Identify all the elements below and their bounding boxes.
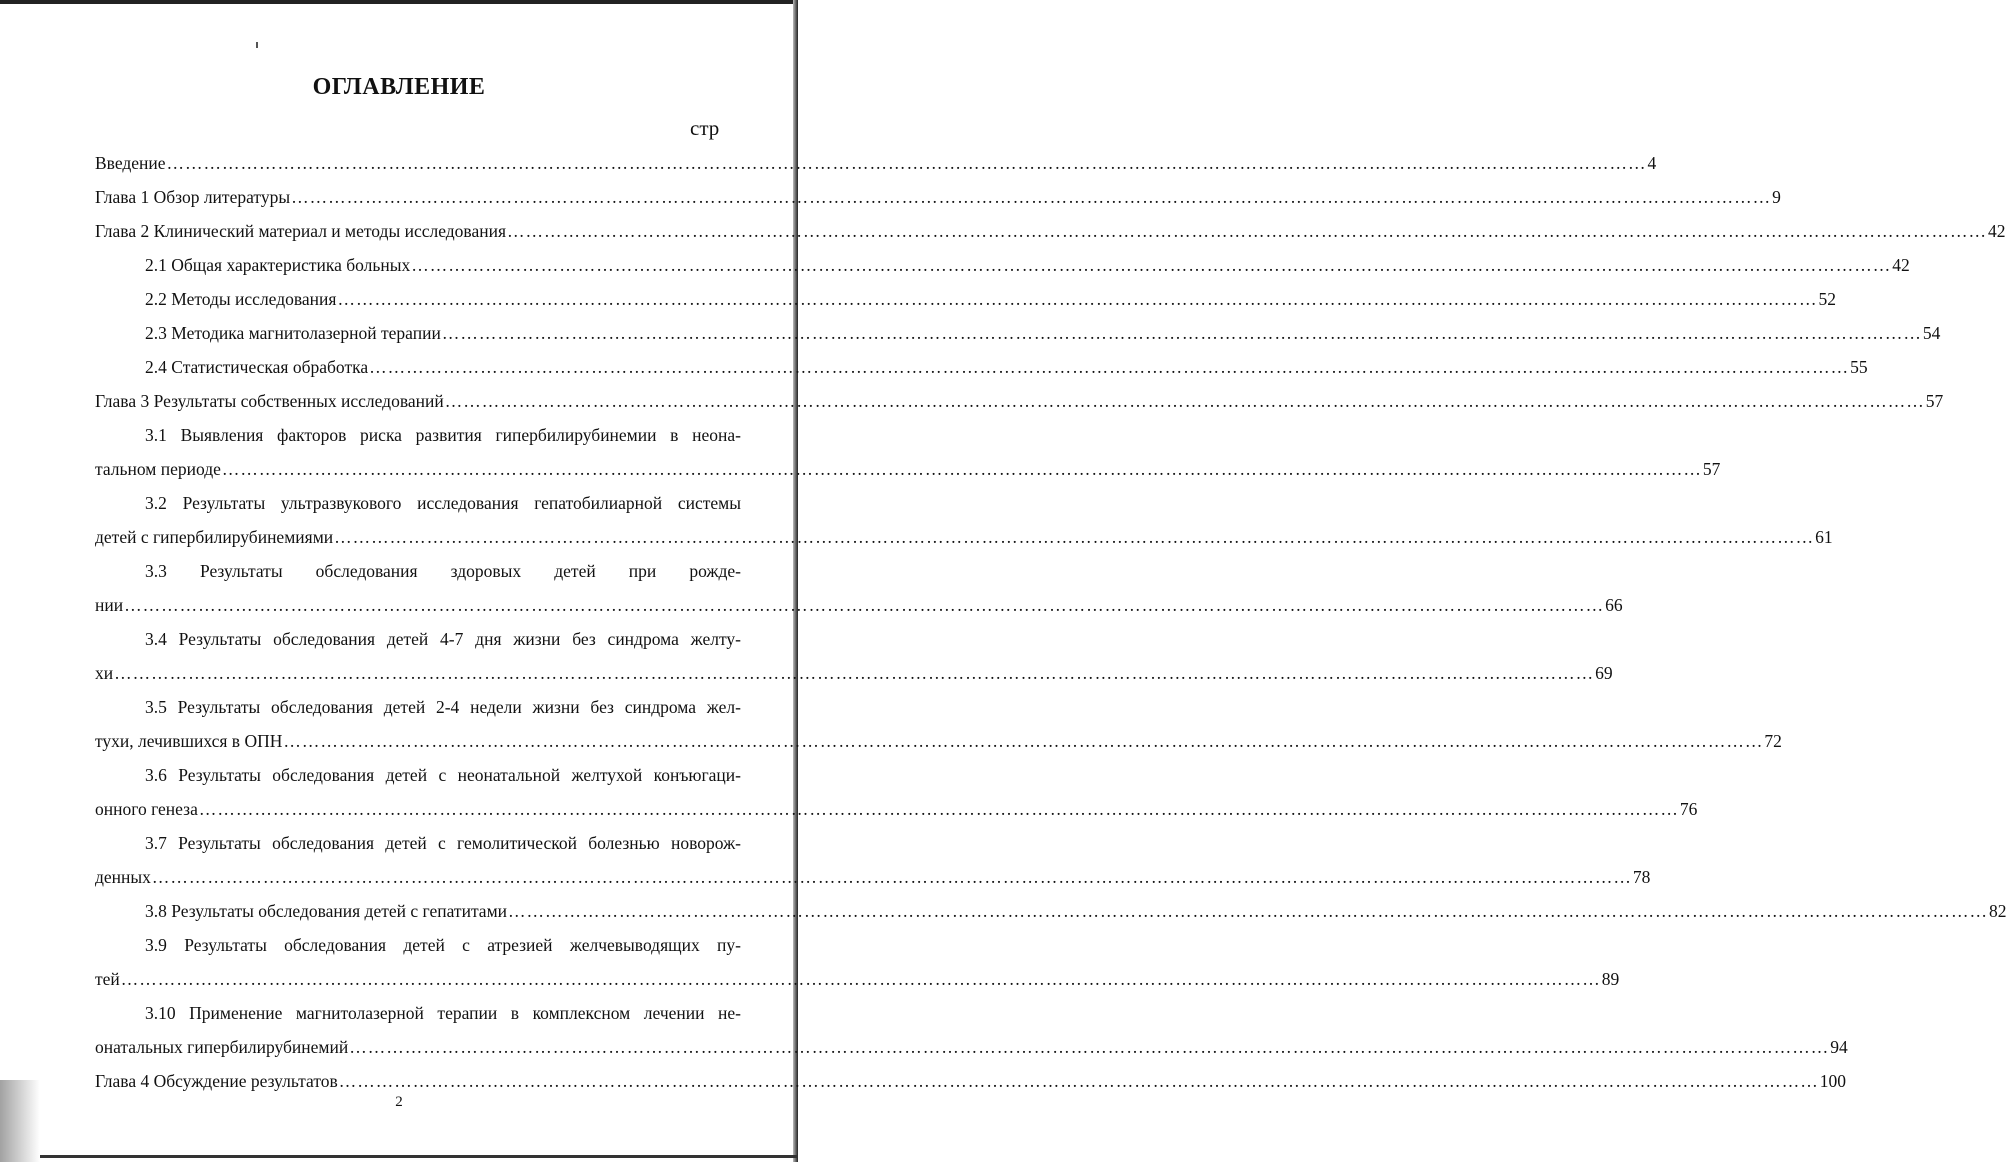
toc-entry-page: 54: [1922, 323, 1941, 343]
toc-entry-page: 89: [1601, 969, 1620, 989]
toc-entry-page: 76: [1679, 799, 1698, 819]
toc-entry-page: 52: [1818, 289, 1836, 309]
toc-entry-3-5[interactable]: [95, 690, 1782, 758]
dot-leader: ……………………………………………………………………………………………………………………………………………………………………………………………………………………: [441, 323, 1922, 343]
toc-entry-line2: тухи, лечившихся в ОПН: [95, 731, 283, 751]
toc-entry-line2: онного генеза: [95, 799, 198, 819]
toc-entry-page: 100: [1819, 1071, 1846, 1091]
toc-entry-line1: 3.10 Применение магнитолазерной терапии в комплексном лечении не-: [145, 1003, 741, 1023]
toc-entry-line1: 3.1 Выявления факторов риска развития гипербилирубинемии в неона-: [145, 425, 741, 445]
toc-entry-page: 69: [1595, 663, 1613, 683]
toc-entry-label: 2.3 Методика магнитолазерной терапии: [145, 323, 441, 343]
toc-entry-page: 82: [1989, 901, 2007, 921]
dot-leader: ……………………………………………………………………………………………………………………………………………………………………………………………………………………: [283, 731, 1764, 751]
page-number: 2: [395, 1094, 403, 1110]
dot-leader: ……………………………………………………………………………………………………………………………………………………………………………………………………………………: [114, 663, 1595, 683]
toc-entry-3-10[interactable]: [95, 996, 1848, 1064]
page-column-label: стр: [690, 116, 720, 140]
toc-entry-line1: 3.3 Результаты обследования здоровых детей при рожде-: [145, 561, 741, 581]
toc-entry-page: 4: [1647, 153, 1657, 173]
toc-entry-page: 9: [1772, 187, 1781, 207]
dot-leader: ……………………………………………………………………………………………………………………………………………………………………………………………………………………: [338, 1071, 1819, 1091]
toc-entry-2-4[interactable]: [95, 350, 1868, 384]
toc-entry-page: 72: [1764, 731, 1782, 751]
toc-entry-chapter-1[interactable]: [95, 180, 1781, 214]
dot-leader: ……………………………………………………………………………………………………………………………………………………………………………………………………………………: [120, 969, 1601, 989]
dot-leader: ……………………………………………………………………………………………………………………………………………………………………………………………………………………: [507, 221, 1987, 241]
toc-entry-page: 57: [1702, 459, 1721, 479]
toc-entry-line2: нии: [95, 595, 124, 615]
toc-entry-label: Глава 3 Результаты собственных исследований: [95, 391, 444, 411]
toc-entry-page: 66: [1605, 595, 1623, 615]
toc-entry-page: 57: [1925, 391, 1944, 411]
toc-entry-2-2[interactable]: [95, 282, 1836, 316]
toc-entry-chapter-2[interactable]: [95, 214, 2006, 248]
toc-entry-chapter-4[interactable]: [95, 1064, 1846, 1098]
toc-entry-chapter-3[interactable]: [95, 384, 1944, 418]
toc-entry-page: 42: [1988, 221, 2006, 241]
dot-leader: ……………………………………………………………………………………………………………………………………………………………………………………………………………………: [337, 289, 1818, 309]
toc-entry-3-6[interactable]: [95, 758, 1698, 826]
toc-entry-2-3[interactable]: [95, 316, 1941, 350]
toc-entry-3-4[interactable]: [95, 622, 1613, 690]
toc-entry-label: 2.1 Общая характеристика больных: [145, 255, 411, 275]
toc-entry-page: 94: [1830, 1037, 1848, 1057]
dot-leader: ……………………………………………………………………………………………………………………………………………………………………………………………………………………: [291, 187, 1772, 207]
toc-entry-label: Глава 2 Клинический материал и методы исследования: [95, 221, 506, 241]
toc-entry-label: 2.4 Статистическая обработка: [145, 357, 369, 377]
scan-edge-bottom: [40, 1155, 798, 1158]
toc-entry-label: Глава 1 Обзор литературы: [95, 187, 291, 207]
toc-entry-line2: онатальных гипербилирубинемий: [95, 1037, 349, 1057]
toc-entry-label: Введение: [95, 153, 166, 173]
dot-leader: ……………………………………………………………………………………………………………………………………………………………………………………………………………………: [166, 153, 1647, 173]
toc-entry-3-2[interactable]: [95, 486, 1833, 554]
toc-entry-3-8[interactable]: [95, 894, 2007, 928]
dot-leader: ……………………………………………………………………………………………………………………………………………………………………………………………………………………: [411, 255, 1892, 275]
dot-leader: ……………………………………………………………………………………………………………………………………………………………………………………………………………………: [508, 901, 1989, 921]
dot-leader: ……………………………………………………………………………………………………………………………………………………………………………………………………………………: [221, 459, 1702, 479]
toc-entry-page: 55: [1850, 357, 1868, 377]
toc-entry-label: Глава 4 Обсуждение результатов: [95, 1071, 338, 1091]
toc-entry-3-9[interactable]: [95, 928, 1620, 996]
toc-entry-3-1[interactable]: [95, 418, 1721, 486]
scan-shadow-left: [0, 1080, 40, 1162]
dot-leader: ……………………………………………………………………………………………………………………………………………………………………………………………………………………: [198, 799, 1679, 819]
dot-leader: ……………………………………………………………………………………………………………………………………………………………………………………………………………………: [124, 595, 1605, 615]
toc-entry-line2: тей: [95, 969, 120, 989]
toc-entry-line1: 3.4 Результаты обследования детей 4-7 дня жизни без синдрома желту-: [145, 629, 741, 649]
dot-leader: ……………………………………………………………………………………………………………………………………………………………………………………………………………………: [349, 1037, 1830, 1057]
scan-edge-top: [0, 0, 798, 4]
dot-leader: ……………………………………………………………………………………………………………………………………………………………………………………………………………………: [334, 527, 1815, 547]
toc-entry-line2: хи: [95, 663, 114, 683]
toc-entry-line2: тальном периоде: [95, 459, 221, 479]
dot-leader: ……………………………………………………………………………………………………………………………………………………………………………………………………………………: [151, 867, 1632, 887]
toc-entry-line1: 3.2 Результаты ультразвукового исследования гепатобилиарной системы: [145, 493, 741, 513]
toc-entry-3-3[interactable]: [95, 554, 1623, 622]
dot-leader: ……………………………………………………………………………………………………………………………………………………………………………………………………………………: [369, 357, 1850, 377]
toc-entry-line2: денных: [95, 867, 151, 887]
toc-entry-line1: 3.5 Результаты обследования детей 2-4 недели жизни без синдрома жел-: [145, 697, 741, 717]
toc-entry-line1: 3.9 Результаты обследования детей с атрезией желчевыводящих пу-: [145, 935, 741, 955]
toc-entry-intro[interactable]: [95, 146, 1657, 180]
toc-entry-label: 3.8 Результаты обследования детей с гепатитами: [145, 901, 508, 921]
toc-entry-line1: 3.6 Результаты обследования детей с неонатальной желтухой конъюгаци-: [145, 765, 741, 785]
page-title: ОГЛАВЛЕНИЕ: [312, 74, 486, 100]
toc-entry-line1: 3.7 Результаты обследования детей с гемолитической болезнью новорож-: [145, 833, 741, 853]
toc-entry-2-1[interactable]: [95, 248, 1910, 282]
toc-entry-label: 2.2 Методы исследования: [145, 289, 337, 309]
toc-entry-3-7[interactable]: [95, 826, 1651, 894]
toc-entry-page: 42: [1892, 255, 1910, 275]
toc-entry-line2: детей с гипербилирубинемиями: [95, 527, 334, 547]
dot-leader: ……………………………………………………………………………………………………………………………………………………………………………………………………………………: [444, 391, 1925, 411]
toc-entry-page: 78: [1632, 867, 1651, 887]
table-of-contents: [95, 146, 2007, 1098]
scan-speck: [256, 42, 258, 48]
toc-entry-page: 61: [1815, 527, 1833, 547]
